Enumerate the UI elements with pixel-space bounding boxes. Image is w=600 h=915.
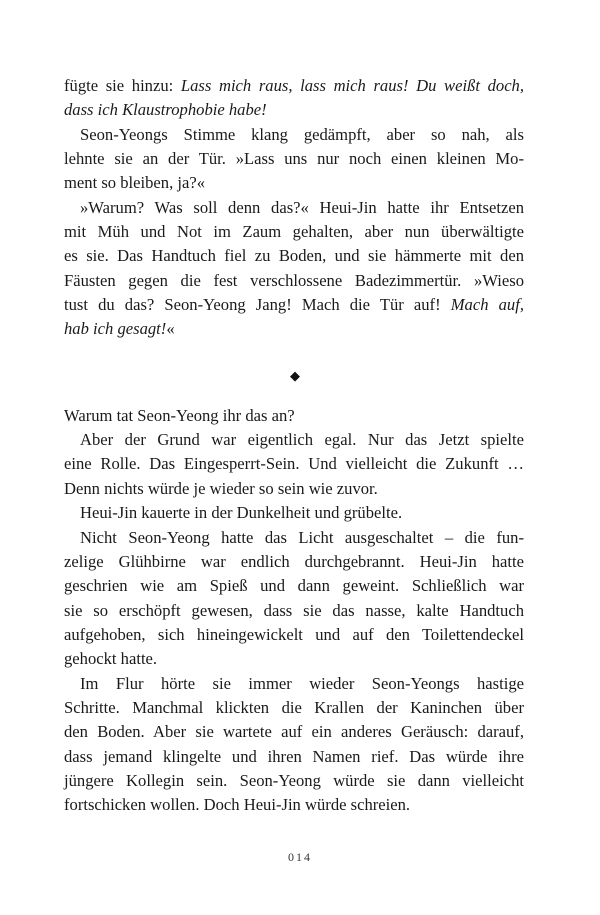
text-line xyxy=(64,745,524,769)
italic-text: hab ich gesagt! xyxy=(64,319,167,339)
italic-text: Mach auf, xyxy=(450,295,524,315)
text-segment: tust du das? Seon-Yeong Jang! Mach die Tür auf! xyxy=(64,295,451,315)
book-page xyxy=(64,74,524,818)
text-segment: mit Müh und Not im Zaum gehalten, aber nun überwältigte xyxy=(64,222,524,242)
text-line xyxy=(64,452,524,476)
text-line xyxy=(64,623,524,647)
text-line xyxy=(64,793,524,817)
text-segment: den Boden. Aber sie wartete auf ein anderes Geräusch: darauf, xyxy=(64,722,524,742)
text-segment: »Warum? Was soll denn das?« Heui-Jin hatte ihr Entsetzen xyxy=(80,197,524,217)
text-segment: Im Flur hörte sie immer wieder Seon-Yeongs hastige xyxy=(80,673,524,693)
text-segment: fügte sie hinzu: xyxy=(64,76,181,95)
text-line xyxy=(64,196,524,220)
text-line xyxy=(64,477,524,501)
text-segment: aufgehoben, sich hineingewickelt und auf den Toilettendeckel xyxy=(64,624,524,644)
text-line xyxy=(64,147,524,171)
text-line xyxy=(64,428,524,452)
text-line xyxy=(64,171,524,195)
text-segment: Schritte. Manchmal klickten die Krallen der Kaninchen über xyxy=(64,697,524,717)
diamond-icon: ◆ xyxy=(290,367,300,383)
text-section-1 xyxy=(64,74,524,342)
text-line xyxy=(64,672,524,696)
text-segment: Heui-Jin kauerte in der Dunkelheit und grübelte. xyxy=(80,503,403,523)
text-line xyxy=(64,599,524,623)
text-segment: Aber der Grund war eigentlich egal. Nur das Jetzt spielte xyxy=(80,430,524,450)
text-segment: geschrien wie am Spieß und dann geweint. Schließlich war xyxy=(64,576,524,596)
text-line xyxy=(64,220,524,244)
text-segment: Nicht Seon-Yeong hatte das Licht ausgeschaltet – die fun- xyxy=(80,527,524,547)
page-number: 014 xyxy=(288,850,312,864)
italic-text: dass ich Klaustrophobie habe! xyxy=(64,100,267,120)
text-segment: zelige Glühbirne war endlich durchgebrannt. Heui-Jin hatte xyxy=(64,551,524,571)
text-segment: dass jemand klingelte und ihren Namen rief. Das würde ihre xyxy=(64,746,524,766)
text-line xyxy=(64,269,524,293)
text-segment: jüngere Kollegin sein. Seon-Yeong würde sie dann vielleicht xyxy=(64,770,524,790)
text-line xyxy=(64,550,524,574)
text-segment: fortschicken wollen. Doch Heui-Jin würde schreien. xyxy=(64,795,411,815)
text-segment: Warum tat Seon-Yeong ihr das an? xyxy=(64,405,295,425)
text-line xyxy=(64,769,524,793)
text-segment: Denn nichts würde je wieder so sein wie zuvor. xyxy=(64,478,378,498)
text-line xyxy=(64,574,524,598)
text-segment: Seon-Yeongs Stimme klang gedämpft, aber so nah, als xyxy=(80,124,524,144)
italic-text: Lass mich raus, lass mich raus! Du weißt doch, xyxy=(180,76,524,95)
text-segment: sie so erschöpft gewesen, dass sie das nasse, kalte Handtuch xyxy=(64,600,524,620)
text-line xyxy=(64,526,524,550)
text-line xyxy=(64,317,524,341)
text-segment: ment so bleiben, ja?« xyxy=(64,173,206,193)
text-line xyxy=(64,501,524,525)
text-line xyxy=(64,696,524,720)
text-segment: eine Rolle. Das Eingesperrt-Sein. Und vielleicht die Zukunft … xyxy=(64,454,524,474)
text-segment: « xyxy=(166,319,175,339)
text-line xyxy=(64,244,524,268)
text-segment: es sie. Das Handtuch fiel zu Boden, und sie hämmerte mit den xyxy=(64,246,524,266)
text-section-2 xyxy=(64,404,524,818)
text-line xyxy=(64,123,524,147)
text-line xyxy=(64,74,524,98)
text-line xyxy=(64,98,524,122)
text-segment: Fäusten gegen die fest verschlossene Badezimmertür. »Wieso xyxy=(64,270,524,290)
text-line xyxy=(64,647,524,671)
text-segment: lehnte sie an der Tür. »Lass uns nur noch einen kleinen Mo- xyxy=(64,149,524,169)
text-line xyxy=(64,720,524,744)
text-line xyxy=(64,293,524,317)
text-segment: gehockt hatte. xyxy=(64,649,158,669)
text-line xyxy=(64,404,524,428)
